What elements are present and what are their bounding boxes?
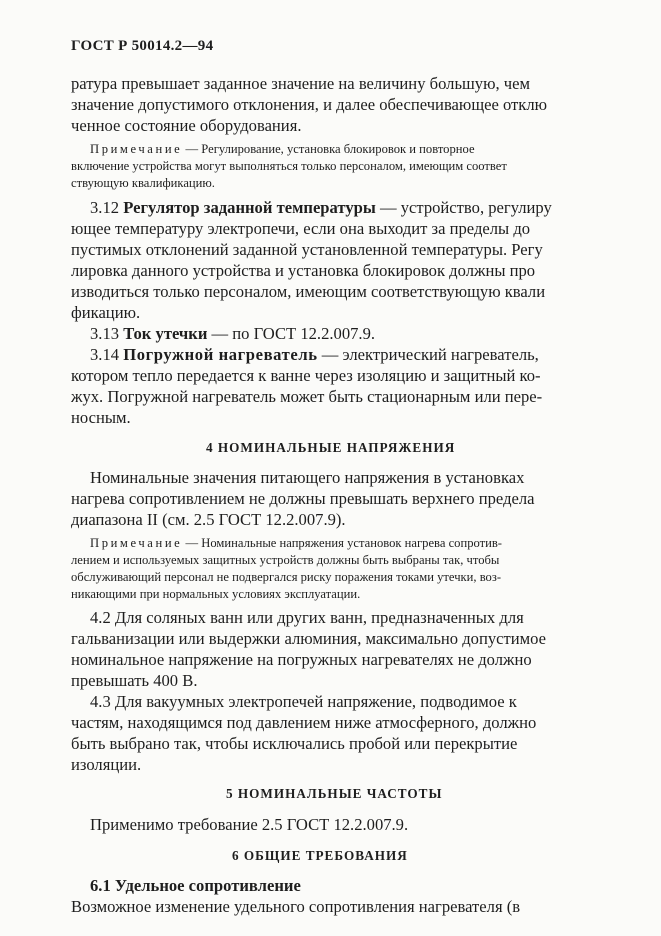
clause-3-14-line-3: жух. Погружной нагреватель может быть стационарным или пере- xyxy=(71,387,543,406)
intro-line-3: ченное состояние оборудования. xyxy=(71,116,302,135)
note-1-line-1: Примечание — Регулирование, установка блокировок и повторное xyxy=(90,142,475,156)
clause-4-3-line-1: 4.3 Для вакуумных электропечей напряжение, подводимое к xyxy=(90,692,517,711)
section-6-title: 6 ОБЩИЕ ТРЕБОВАНИЯ xyxy=(232,848,408,863)
clause-4-2-line-4: превышать 400 В. xyxy=(71,671,198,690)
clause-3-12-line-4: лировка данного устройства и установка блокировок должны про xyxy=(71,261,536,280)
intro-line-1: ратура превышает заданное значение на величину большую, чем xyxy=(71,74,530,93)
note-1-label: Примечание xyxy=(90,142,183,156)
note-2-line-2: лением и используемых защитных устройств должны быть выбраны так, чтобы xyxy=(71,553,500,567)
clause-3-12-term: Регулятор заданной температуры xyxy=(123,198,376,217)
clause-3-14-term: Погружной нагреватель xyxy=(123,345,318,364)
section-4-line-2: нагрева сопротивлением не должны превышать верхнего предела xyxy=(71,489,535,508)
clause-3-14-line-4: носным. xyxy=(71,408,131,427)
note-1-line-3: ствующую квалификацию. xyxy=(71,176,215,190)
note-2-line-1: Примечание — Номинальные напряжения установок нагрева сопротив- xyxy=(90,536,503,550)
section-5-title: 5 НОМИНАЛЬНЫЕ ЧАСТОТЫ xyxy=(226,786,443,801)
clause-4-2-line-3: номинальное напряжение на погружных нагревателях не должно xyxy=(71,650,532,669)
clause-3-13-term: Ток утечки xyxy=(123,324,208,343)
clause-3-12-line-5: изводиться только персоналом, имеющим соответствующую квали xyxy=(71,282,546,301)
section-5-text: Применимо требование 2.5 ГОСТ 12.2.007.9. xyxy=(90,815,409,834)
clause-3-12-line-2: ющее температуру электропечи, если она выходит за пределы до xyxy=(71,219,531,238)
clause-4-2-line-2: гальванизации или выдержки алюминия, максимально допустимое xyxy=(71,629,546,648)
section-4-line-3: диапазона II (см. 2.5 ГОСТ 12.2.007.9). xyxy=(71,510,346,529)
clause-4-3-line-2: частям, находящимся под давлением ниже атмосферного, должно xyxy=(71,713,537,732)
clause-4-3-line-4: изоляции. xyxy=(71,755,142,774)
clause-3-12-line-3: пустимых отклонений заданной установленной температуры. Регу xyxy=(71,240,543,259)
clause-4-2-line-1: 4.2 Для соляных ванн или других ванн, предназначенных для xyxy=(90,608,524,627)
clause-3-12-line-6: фикацию. xyxy=(71,303,141,322)
section-4-title: 4 НОМИНАЛЬНЫЕ НАПРЯЖЕНИЯ xyxy=(206,440,456,455)
note-1-line-2: включение устройства могут выполняться только персоналом, имеющим соответ xyxy=(71,159,507,173)
page-header-doc-code: ГОСТ Р 50014.2—94 xyxy=(71,38,214,54)
intro-line-2: значение допустимого отклонения, и далее обеспечивающее отклю xyxy=(71,95,548,114)
note-2-line-3: обслуживающий персонал не подвергался риску поражения токами утечки, воз- xyxy=(71,570,502,584)
clause-3-13: 3.13 Ток утечки — по ГОСТ 12.2.007.9. xyxy=(90,324,376,343)
clause-3-14-line-1: 3.14 Погружной нагреватель — электрический нагреватель, xyxy=(90,345,539,364)
section-4-line-1: Номинальные значения питающего напряжения в установках xyxy=(90,468,525,487)
note-2-label: Примечание xyxy=(90,536,183,550)
clause-6-1-line-1: Возможное изменение удельного сопротивления нагревателя (в xyxy=(71,897,521,916)
clause-3-12-line-1: 3.12 Регулятор заданной температуры — устройство, регулиру xyxy=(90,198,552,217)
clause-6-1-heading: 6.1 Удельное сопротивление xyxy=(90,876,301,895)
clause-3-14-line-2: котором тепло передается к ванне через изоляцию и защитный ко- xyxy=(71,366,541,385)
clause-4-3-line-3: быть выбрано так, чтобы исключались пробой или перекрытие xyxy=(71,734,518,753)
note-2-line-4: никающими при нормальных условиях эксплуатации. xyxy=(71,587,361,601)
